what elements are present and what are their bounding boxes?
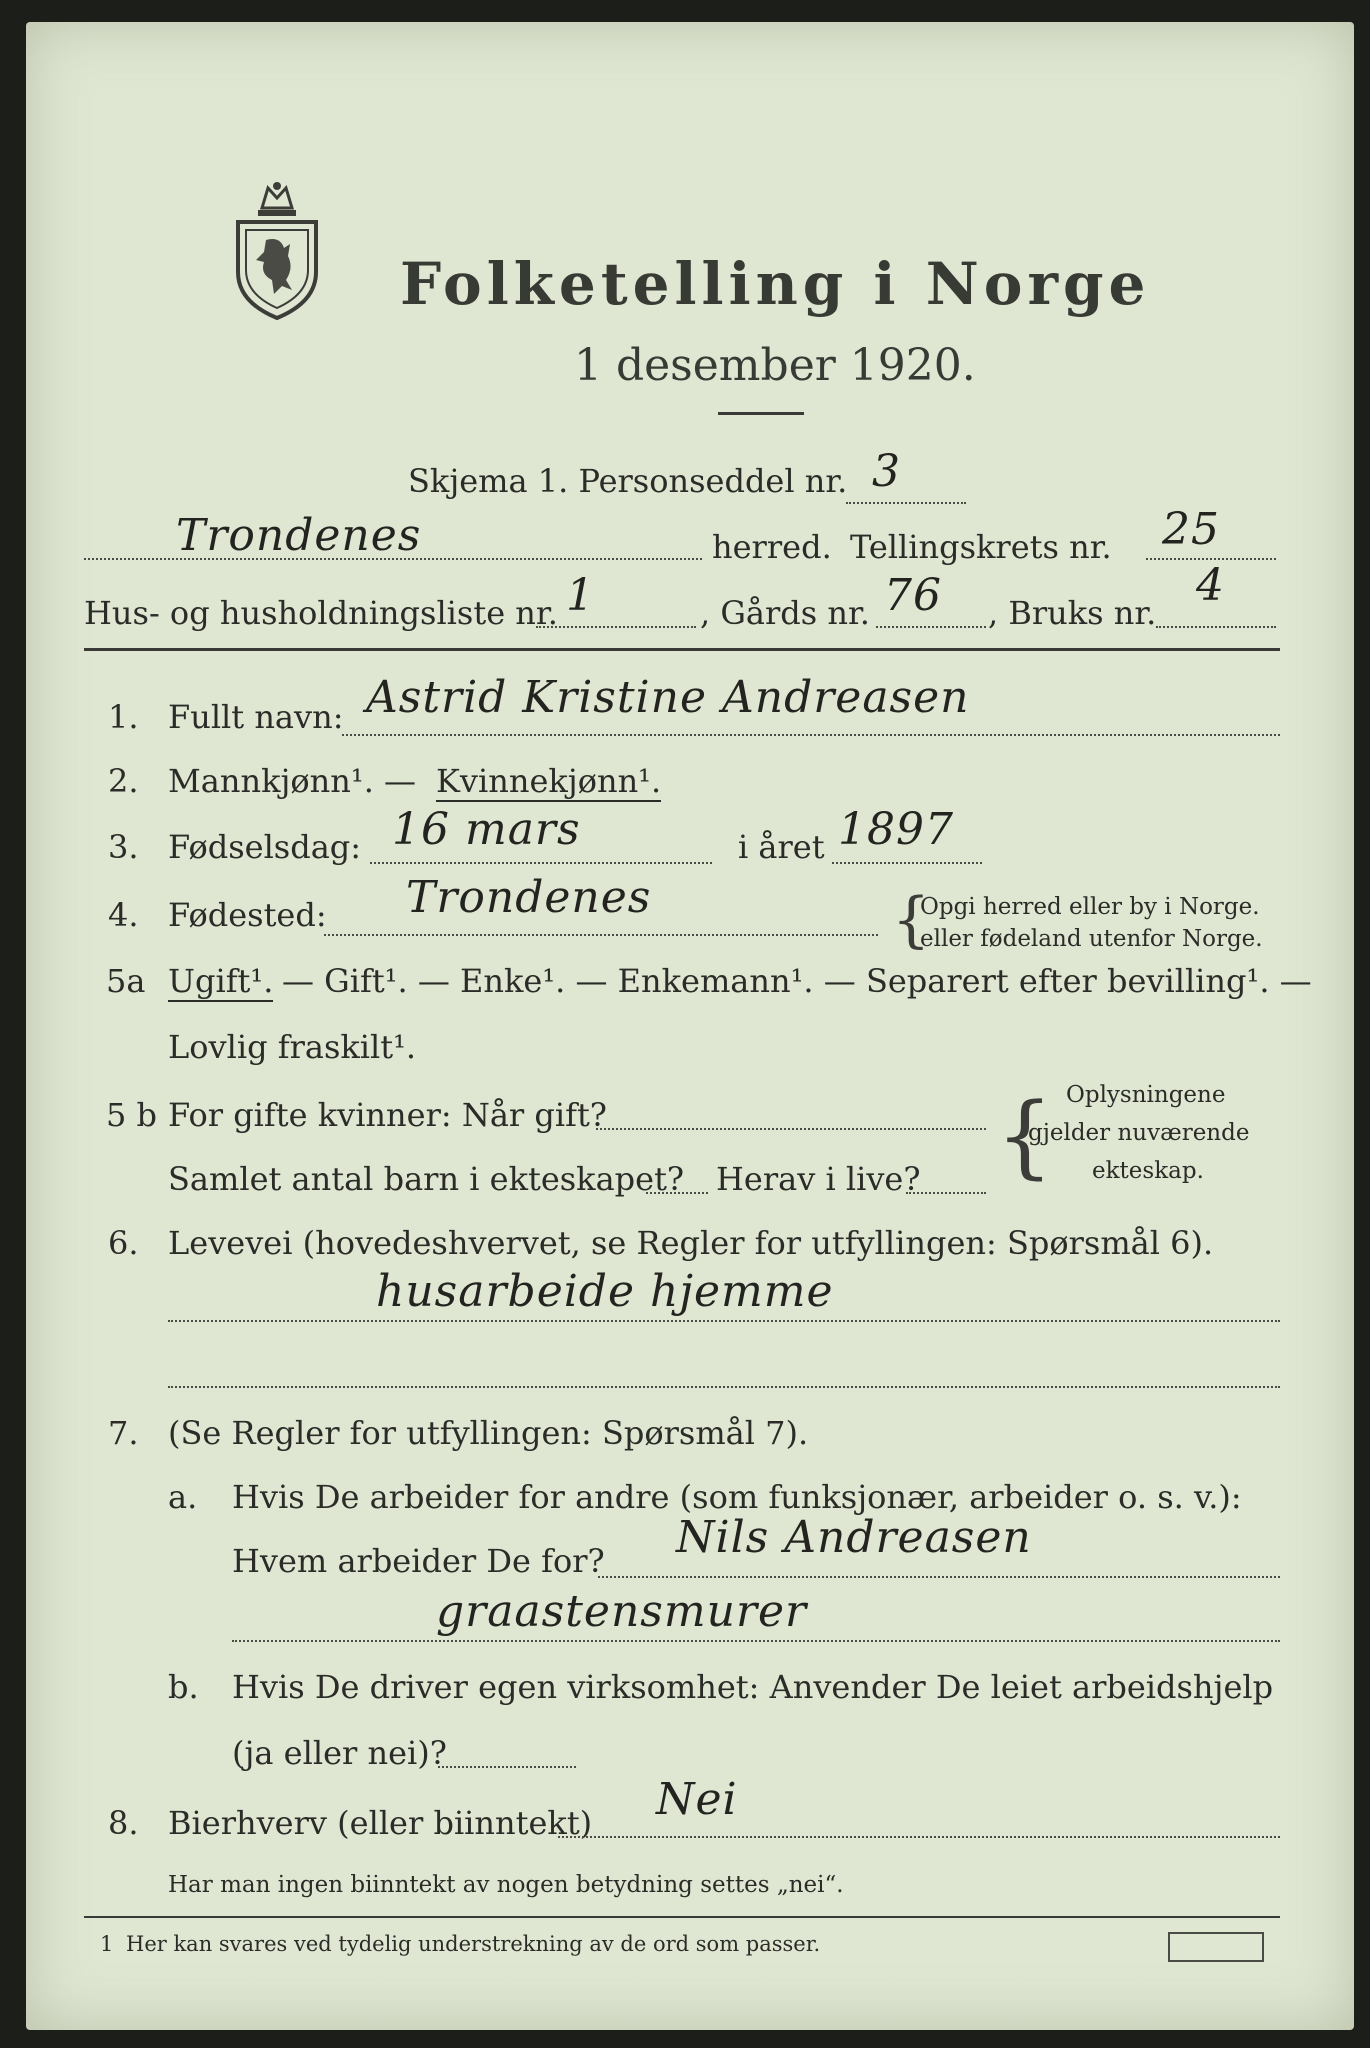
q5b-children-total: Samlet antal barn i ekteskapet?: [168, 1160, 685, 1198]
tellingskrets-value[interactable]: 25: [1162, 504, 1220, 555]
q7a-letter: a.: [168, 1478, 198, 1516]
herred-label: herred.: [712, 528, 832, 566]
occupation-value[interactable]: husarbeide hjemme: [376, 1266, 834, 1317]
married-when-line: [596, 1128, 986, 1130]
header-divider: [84, 648, 1280, 651]
q3-label: Fødselsdag:: [168, 828, 362, 866]
employer-value[interactable]: Nils Andreasen: [676, 1512, 1032, 1563]
gender-female-selected[interactable]: Kvinnekjønn¹.: [436, 762, 662, 800]
census-form: [26, 22, 1354, 2030]
birthplace-line: [324, 934, 878, 936]
q5b-note-2: gjelder nuværende: [1028, 1120, 1250, 1146]
gaards-nr-value[interactable]: 76: [884, 570, 942, 621]
marital-option-fraskilt: Lovlig fraskilt¹.: [168, 1028, 417, 1066]
bruks-nr-value[interactable]: 4: [1196, 560, 1225, 611]
children-total-line: [646, 1192, 708, 1194]
gaards-label: , Gårds nr.: [700, 594, 870, 632]
q1-label: Fullt navn:: [168, 698, 344, 736]
q1-number: 1.: [108, 698, 139, 736]
q7a-label: Hvis De arbeider for andre (som funksjonær, arbeider o. s. v.):: [232, 1478, 1242, 1516]
q7b-line: [438, 1766, 576, 1768]
q7-label: (Se Regler for utfyllingen: Spørsmål 7).: [168, 1414, 809, 1452]
occupation-line-2: [168, 1386, 1280, 1388]
birth-year-line: [832, 862, 982, 864]
full-name-value[interactable]: Astrid Kristine Andreasen: [366, 672, 970, 723]
bruks-label: , Bruks nr.: [988, 594, 1157, 632]
census-date: 1 desember 1920.: [574, 340, 976, 391]
q4-note-1: Opgi herred eller by i Norge.: [920, 894, 1260, 920]
tellingskrets-label: Tellingskrets nr.: [850, 528, 1112, 566]
q7b-letter: b.: [168, 1668, 199, 1706]
q7b-label: Hvis De driver egen virksomhet: Anvender De leiet arbeidshjelp: [232, 1668, 1274, 1706]
skjema-label: Skjema 1. Personseddel nr.: [408, 462, 848, 500]
q4-note-2: eller fødeland utenfor Norge.: [920, 926, 1263, 952]
birth-year-value[interactable]: 1897: [838, 804, 954, 855]
q4-brace: {: [892, 885, 931, 955]
occupation-line-1: [168, 1320, 1280, 1322]
herred-value[interactable]: Trondenes: [176, 510, 422, 561]
q6-number: 6.: [108, 1224, 139, 1262]
marital-options: — Gift¹. — Enke¹. — Enkemann¹. — Separert efter bevilling¹. —: [282, 962, 1312, 1000]
q5b-brace: {: [996, 1084, 1054, 1189]
q5b-note-3: ekteskap.: [1092, 1158, 1204, 1184]
form-title: Folketelling i Norge: [400, 250, 1151, 318]
birthday-line: [370, 862, 712, 864]
q3-number: 3.: [108, 828, 139, 866]
q2-number: 2.: [108, 762, 139, 800]
q4-label: Fødested:: [168, 896, 327, 934]
q5a-number: 5a: [106, 962, 146, 1000]
q3-year-label: i året: [738, 828, 825, 866]
children-alive-line: [906, 1192, 986, 1194]
q1-line: [342, 734, 1280, 736]
q5b-number: 5 b: [106, 1096, 158, 1134]
footnote-text: Her kan svares ved tydelig understrekning av de ord som passer.: [126, 1932, 821, 1956]
hus-label: Hus- og husholdningsliste nr.: [84, 594, 558, 632]
footer-divider: [84, 1916, 1280, 1918]
bruks-nr-line: [1156, 626, 1276, 628]
footnote-mark: 1: [100, 1932, 114, 1956]
q7a-employer-label: Hvem arbeider De for?: [232, 1542, 605, 1580]
gender-male: Mannkjønn¹. —: [168, 762, 417, 800]
footer-note: Har man ingen biinntekt av nogen betydning settes „nei“.: [168, 1872, 844, 1898]
q8-number: 8.: [108, 1804, 139, 1842]
q5b-children-alive: Herav i live?: [716, 1160, 921, 1198]
q8-label: Bierhverv (eller biinntekt): [168, 1804, 593, 1842]
side-income-value[interactable]: Nei: [656, 1774, 738, 1825]
hus-nr-value[interactable]: 1: [566, 570, 595, 621]
title-divider: [718, 412, 804, 415]
herred-line: [84, 558, 702, 560]
q5b-married-when: For gifte kvinner: Når gift?: [168, 1096, 607, 1134]
employer-line-2: [232, 1640, 1280, 1642]
hus-nr-line: [536, 626, 696, 628]
marital-ugift-selected[interactable]: Ugift¹.: [168, 962, 274, 1000]
gaards-nr-line: [876, 626, 986, 628]
employer-title-value[interactable]: graastensmurer: [436, 1586, 808, 1637]
skjema-nr-line: [846, 502, 966, 504]
birthday-value[interactable]: 16 mars: [392, 804, 581, 855]
coat-of-arms-emblem: [228, 180, 326, 320]
printer-stamp: [1168, 1932, 1264, 1962]
q7b-sub-label: (ja eller nei)?: [232, 1734, 447, 1772]
q7-number: 7.: [108, 1414, 139, 1452]
employer-line: [598, 1576, 1280, 1578]
q6-label: Levevei (hovedeshvervet, se Regler for utfyllingen: Spørsmål 6).: [168, 1224, 1214, 1262]
skjema-nr-value[interactable]: 3: [872, 446, 901, 497]
side-income-line: [558, 1836, 1280, 1838]
birthplace-value[interactable]: Trondenes: [406, 872, 652, 923]
q4-number: 4.: [108, 896, 139, 934]
q5b-note-1: Oplysningene: [1066, 1082, 1226, 1108]
